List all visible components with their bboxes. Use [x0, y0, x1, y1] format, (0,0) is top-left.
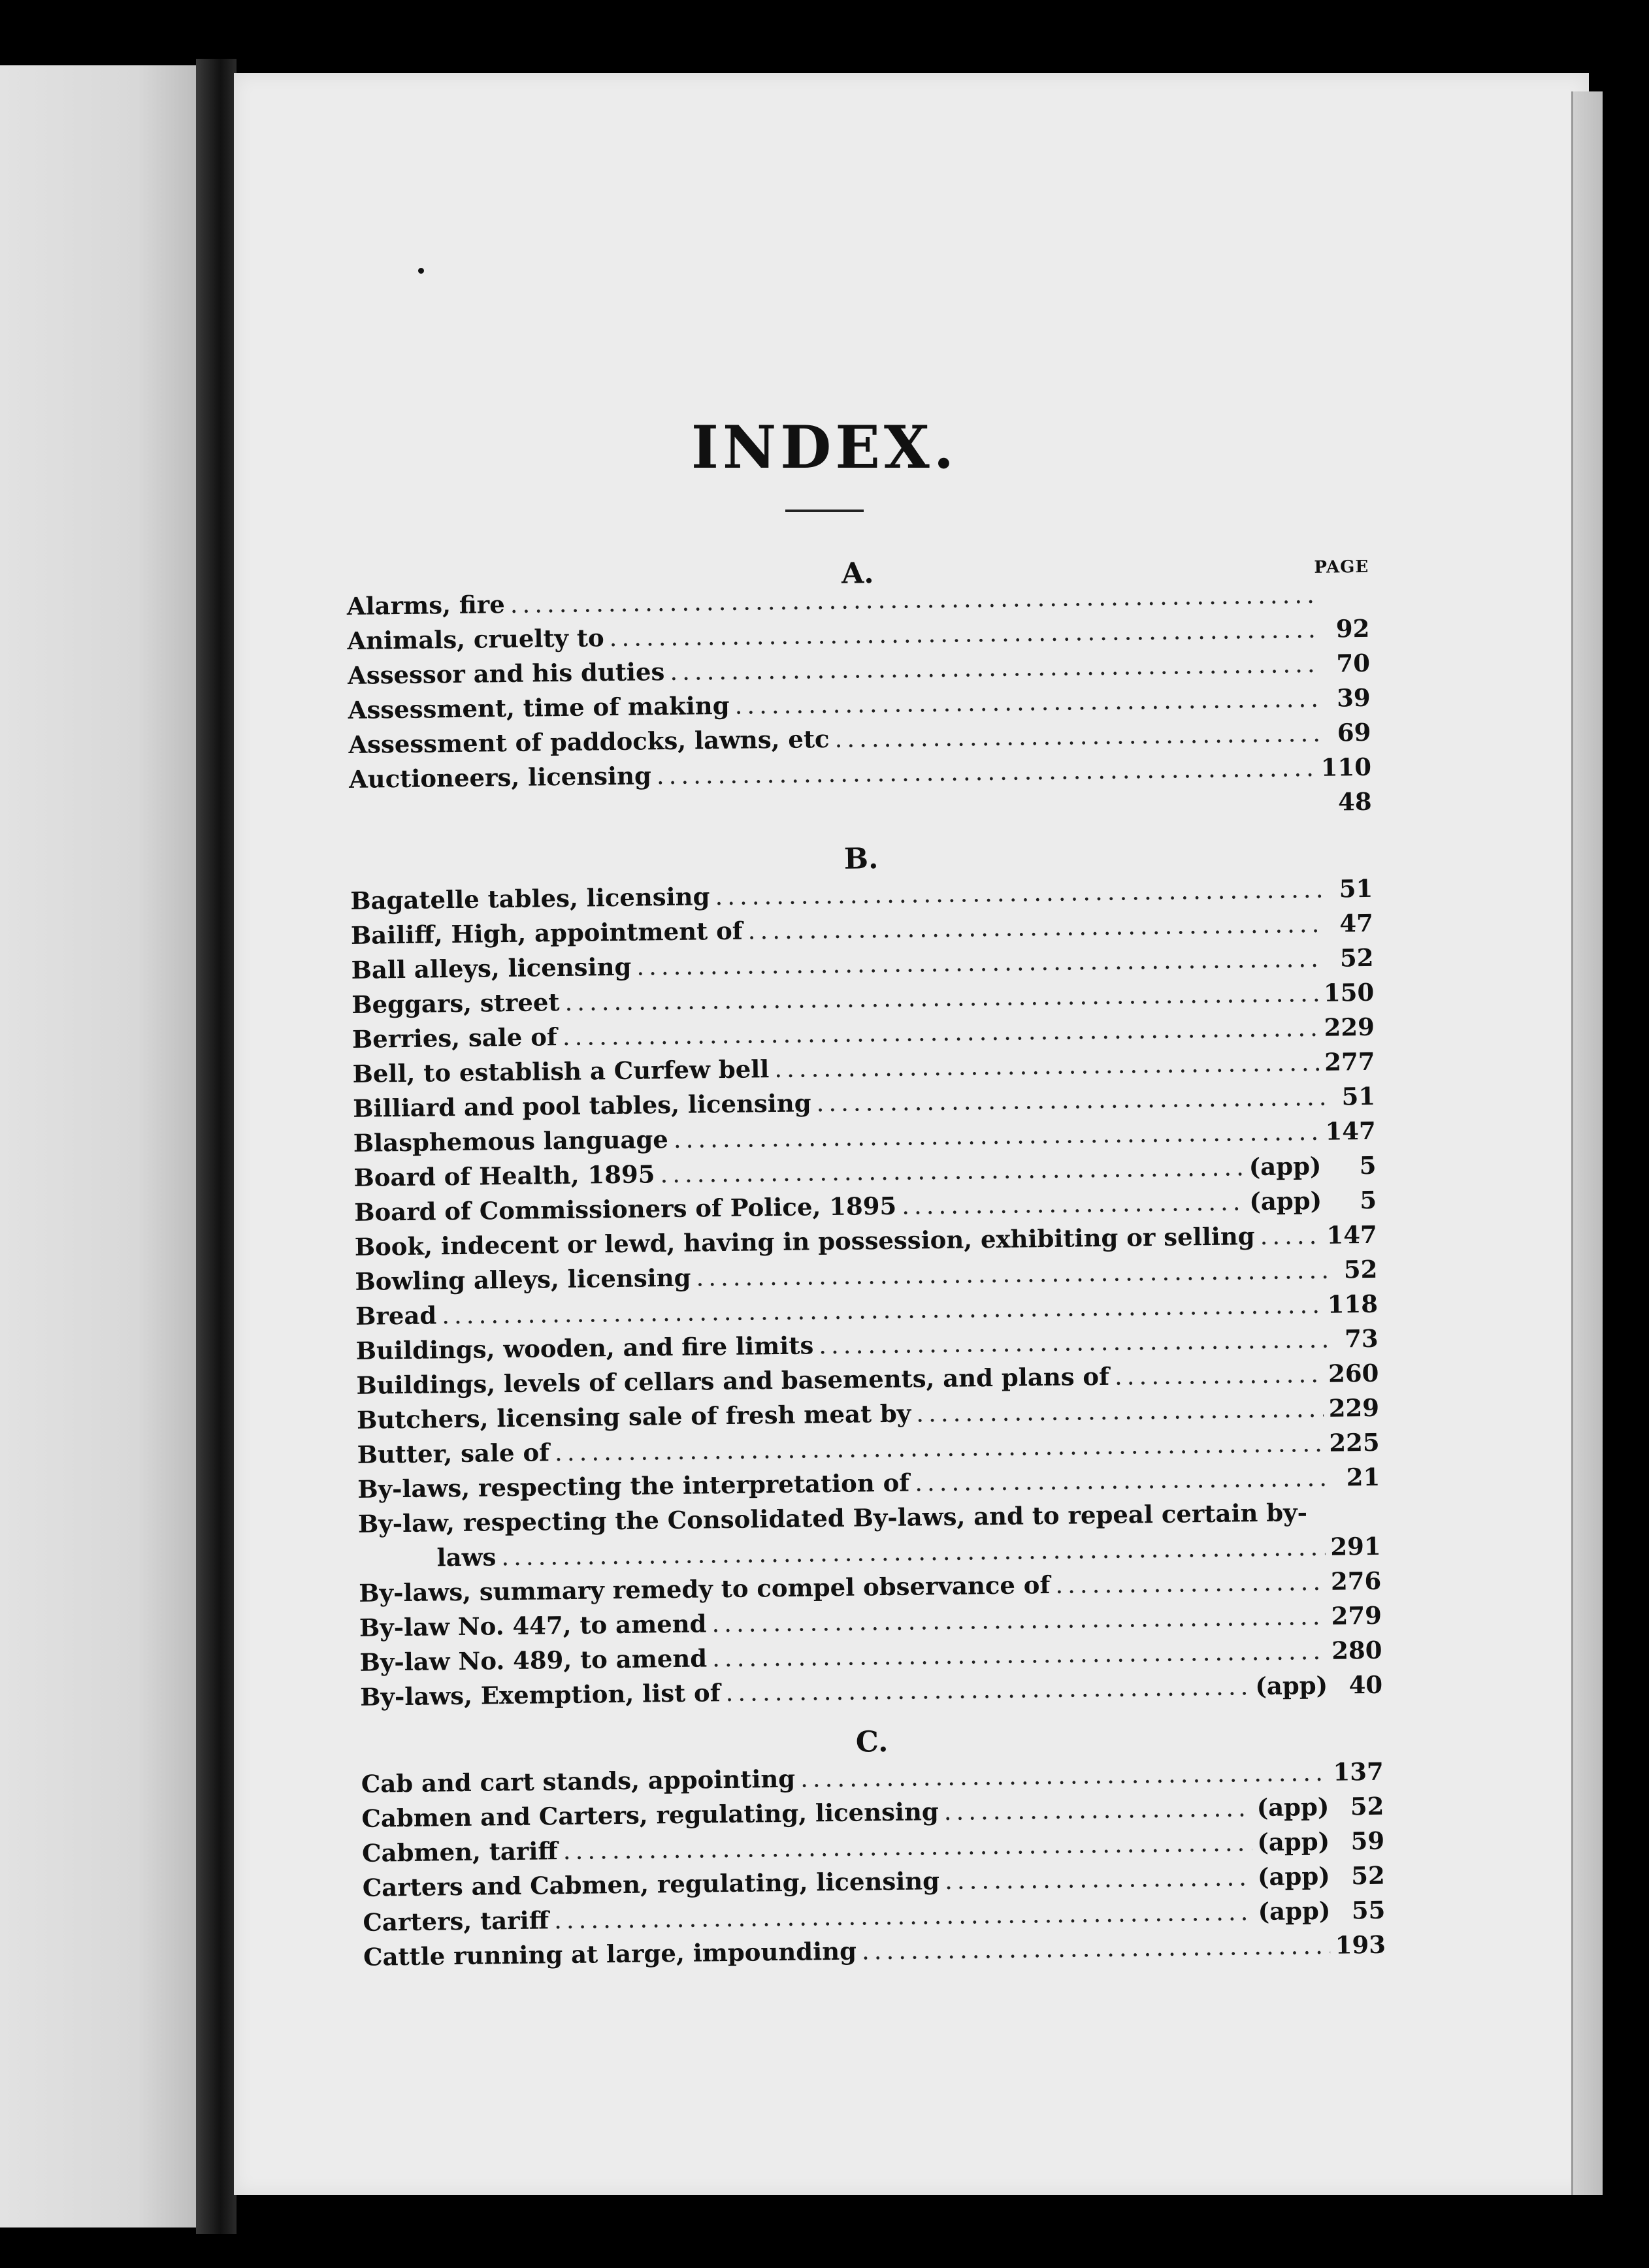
entry-label: Board of Health, 1895: [353, 1159, 655, 1192]
entry-page: 5: [1360, 1185, 1377, 1215]
entry-label: Beggars, street: [351, 988, 560, 1019]
leader-dots: [725, 1669, 1250, 1710]
entry-label: Blasphemous language: [353, 1125, 669, 1158]
entry-page: 279: [1331, 1600, 1382, 1630]
section-letter-a: A.: [841, 557, 874, 591]
entry-label: Butchers, licensing sale of fresh meat by: [356, 1399, 911, 1434]
entry-page: 277: [1324, 1046, 1375, 1077]
entry-page: 5: [1359, 1150, 1377, 1180]
entry-label: By-law, respecting the Consolidated By-laws, and to repeal certain by-: [357, 1498, 1308, 1538]
entry-label: Alarms, fire: [346, 590, 506, 621]
entry-page: 52: [1343, 1254, 1378, 1284]
leader-dots: [943, 1790, 1252, 1829]
page-edge: [1571, 91, 1603, 2195]
entry-label: Bailiff, High, appointment of: [350, 916, 743, 950]
leader-dots: [816, 1080, 1324, 1120]
appendix-marker: (app): [1257, 1826, 1330, 1857]
appendix-marker: (app): [1255, 1670, 1328, 1701]
entry-page: 69: [1337, 717, 1371, 747]
appendix-marker: (app): [1249, 1151, 1322, 1182]
entry-label: Cabmen and Carters, regulating, licensing: [361, 1797, 939, 1833]
entry-label: By-law No. 489, to amend: [359, 1644, 708, 1677]
index-header: [0, 413, 1649, 512]
entry-page: 48: [1337, 786, 1372, 817]
entry-page: 280: [1331, 1635, 1382, 1665]
leader-dots: [1055, 1564, 1326, 1602]
entry-page: 21: [1346, 1462, 1380, 1492]
entry-page: 118: [1327, 1289, 1379, 1319]
left-page: [0, 65, 196, 2228]
entry-label: By-laws, summary remedy to compel observance of: [359, 1570, 1051, 1608]
entry-page: 291: [1330, 1531, 1381, 1561]
leader-dots: [800, 1755, 1328, 1796]
page-title: INDEX.: [691, 413, 958, 482]
entry-label: Assessor and his duties: [347, 657, 665, 690]
entry-page: 110: [1320, 752, 1372, 782]
entry-page: 276: [1330, 1566, 1382, 1596]
entry-label: Cab and cart stands, appointing: [361, 1764, 796, 1798]
entry-label: By-laws, respecting the interpretation of: [357, 1468, 910, 1504]
entry-page: 147: [1326, 1220, 1377, 1250]
entry-page: 47: [1339, 908, 1374, 938]
leader-dots: [862, 1928, 1330, 1969]
entry-page: 147: [1325, 1116, 1377, 1146]
entry-page: 92: [1335, 613, 1370, 643]
entry-label: Buildings, wooden, and fire limits: [355, 1331, 814, 1365]
leader-dots: [819, 1322, 1328, 1363]
appendix-marker: (app): [1258, 1896, 1331, 1926]
appendix-marker: (app): [1257, 1861, 1330, 1892]
page-column-label: PAGE: [1314, 557, 1369, 577]
entry-page: 55: [1351, 1895, 1386, 1925]
appendix-marker: (app): [1256, 1792, 1330, 1822]
entry-label: Book, indecent or lewd, having in possession, exhibiting or selling: [354, 1222, 1255, 1261]
entry-page: [1324, 602, 1369, 603]
entry-page: 229: [1324, 1012, 1375, 1042]
entry-label: Cattle running at large, impounding: [363, 1936, 857, 1971]
entry-page: 59: [1350, 1826, 1385, 1856]
title-rule: [785, 510, 864, 512]
entry-page: 52: [1350, 1791, 1384, 1821]
leader-dots: [945, 1860, 1253, 1898]
entry-page: 52: [1350, 1860, 1385, 1890]
entry-label: Auctioneers, licensing: [348, 761, 652, 794]
entry-page: 193: [1335, 1930, 1386, 1960]
entry-page: 225: [1329, 1427, 1380, 1457]
book-spine: [196, 59, 237, 2234]
entry-page: 229: [1328, 1393, 1380, 1423]
entry-label: laws: [436, 1542, 497, 1572]
entry-label: Billiard and pool tables, licensing: [352, 1088, 811, 1123]
leader-dots: [834, 716, 1320, 756]
section-letter-b: B.: [843, 842, 879, 876]
entry-label: By-law No. 447, to amend: [359, 1609, 707, 1642]
entry-page: 150: [1323, 977, 1375, 1007]
entry-label: Cabmen, tariff: [361, 1836, 559, 1868]
index-list: [346, 549, 1386, 1975]
entry-label: Bell, to establish a Curfew bell: [352, 1054, 770, 1088]
entry-label: Animals, cruelty to: [347, 623, 604, 655]
entry-label: Bowling alleys, licensing: [355, 1263, 691, 1296]
leader-dots: [902, 1184, 1245, 1223]
entry-label: Carters and Cabmen, regulating, licensing: [362, 1866, 940, 1902]
entry-label: Bagatelle tables, licensing: [350, 882, 710, 915]
entry-label: Berries, sale of: [351, 1022, 558, 1054]
entry-page: 52: [1339, 943, 1374, 973]
entry-label: By-laws, Exemption, list of: [359, 1678, 721, 1711]
section-letter-c: C.: [855, 1725, 889, 1759]
leader-dots: [915, 1461, 1330, 1500]
entry-page: 51: [1339, 873, 1373, 903]
entry-label: Assessment of paddocks, lawns, etc: [348, 724, 830, 759]
ink-speck: [418, 268, 424, 274]
entry-page: 73: [1344, 1323, 1379, 1353]
entry-page: 39: [1336, 683, 1371, 713]
entry-label: Bread: [355, 1301, 437, 1331]
leader-dots: [1260, 1218, 1322, 1254]
entry-page: 51: [1341, 1081, 1376, 1111]
entry-page: 260: [1328, 1358, 1379, 1388]
entry-label: Carters, tariff: [363, 1905, 549, 1937]
entry-label: Assessment, time of making: [348, 690, 730, 724]
leader-dots: [916, 1391, 1324, 1431]
entry-label: Butter, sale of: [357, 1438, 550, 1469]
entry-label: Board of Commissioners of Police, 1895: [353, 1191, 897, 1227]
entry-page: 40: [1348, 1670, 1383, 1700]
appendix-marker: (app): [1249, 1186, 1322, 1216]
entry-label: Buildings, levels of cellars and basements, and plans of: [356, 1361, 1110, 1400]
leader-dots: [1115, 1357, 1324, 1394]
entry-label: Ball alleys, licensing: [351, 952, 632, 984]
entry-page: 70: [1336, 648, 1371, 678]
entry-page: 137: [1333, 1757, 1384, 1787]
